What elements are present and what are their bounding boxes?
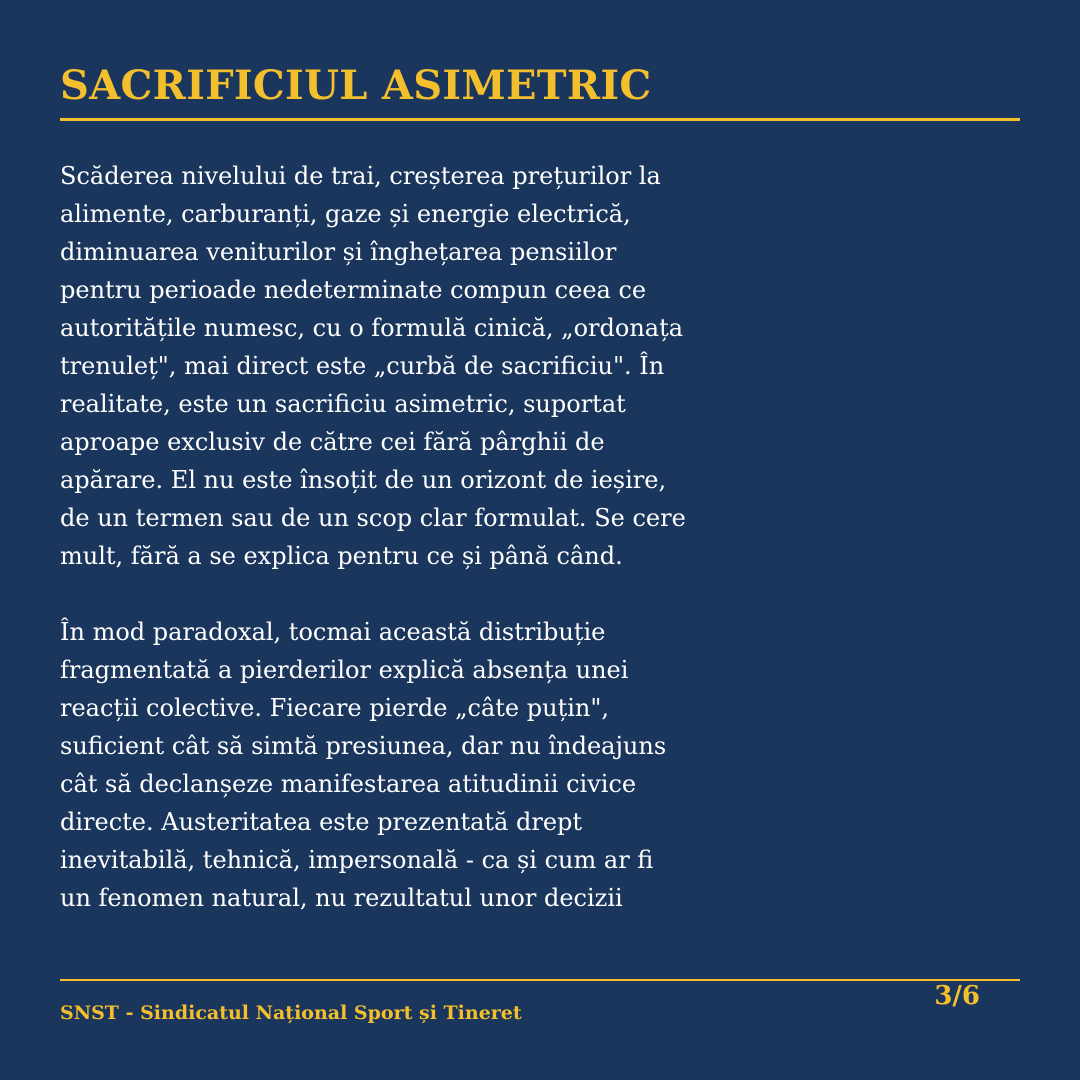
text-line: diminuarea veniturilor și înghețarea pensiilor (60, 238, 617, 266)
text-line: un fenomen natural, nu rezultatul unor decizii (60, 884, 623, 912)
text-line: apărare. El nu este însoțit de un orizont de ieșire, (60, 466, 667, 494)
text-line: mult, fără a se explica pentru ce și până când. (60, 542, 623, 570)
text-line: reacții colective. Fiecare pierde „câte puțin", (60, 694, 610, 722)
paragraph-1 (60, 157, 760, 575)
text-line: fragmentată a pierderilor explică absența unei (60, 656, 629, 684)
paragraph-2 (60, 613, 760, 917)
text-line: realitate, este un sacrificiu asimetric, suportat (60, 390, 626, 418)
text-line: aproape exclusiv de către cei fără pârghii de (60, 428, 605, 456)
footer-organization: SNST - Sindicatul Național Sport și Tineret (60, 1002, 522, 1024)
text-line: Scăderea nivelului de trai, creșterea prețurilor la (60, 162, 661, 190)
text-line: autoritățile numesc, cu o formulă cinică, „ordonața (60, 314, 684, 342)
text-line: directe. Austeritatea este prezentată drept (60, 808, 583, 836)
title-divider (60, 118, 1020, 121)
footer-divider (60, 979, 1020, 981)
text-line: cât să declanșeze manifestarea atitudinii civice (60, 770, 637, 798)
page-number: 3/6 (934, 981, 980, 1011)
text-line: de un termen sau de un scop clar formulat. Se cere (60, 504, 686, 532)
text-line: trenuleț", mai direct este „curbă de sacrificiu". În (60, 352, 665, 380)
text-line: În mod paradoxal, tocmai această distribuție (60, 618, 606, 646)
text-line: inevitabilă, tehnică, impersonală - ca și cum ar fi (60, 846, 654, 874)
text-line: alimente, carburanți, gaze și energie electrică, (60, 200, 631, 228)
text-line: suficient cât să simtă presiunea, dar nu îndeajuns (60, 732, 667, 760)
text-line: pentru perioade nedeterminate compun ceea ce (60, 276, 647, 304)
page-title: SACRIFICIUL ASIMETRIC (60, 62, 652, 109)
article-body (60, 157, 760, 955)
